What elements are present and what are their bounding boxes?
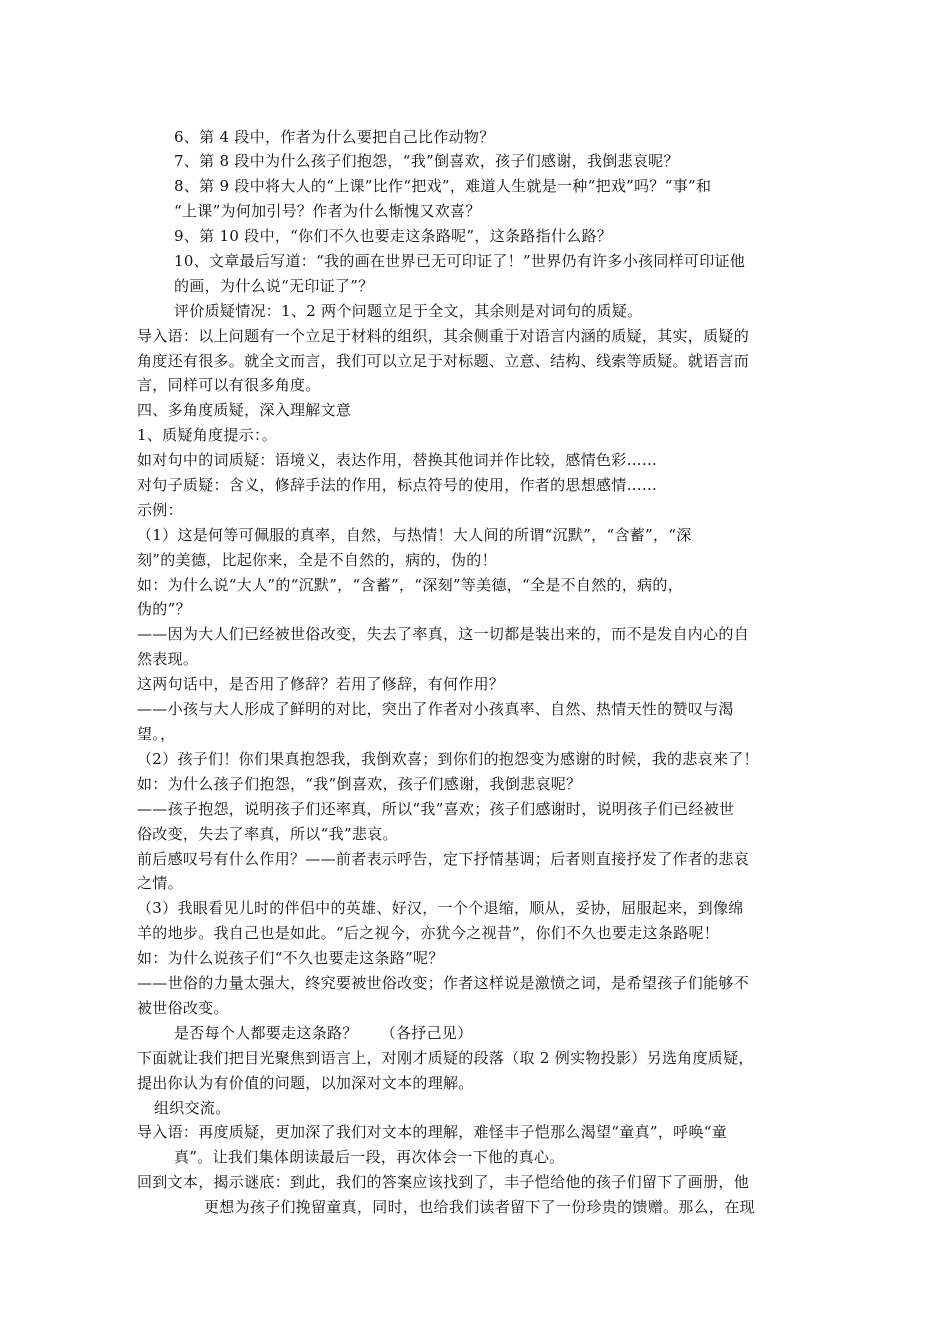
text-line: ——孩子抱怨，说明孩子们还率真，所以“我”喜欢；孩子们感谢时，说明孩子们已经被世	[137, 800, 735, 818]
text-line: 之情。	[137, 874, 183, 892]
text-line: “上课”为何加引号？作者为什么惭愧又欢喜？	[174, 202, 481, 220]
text-line: 8、第 9 段中将大人的“上课”比作“把戏”，难道人生就是一种“把戏”吗？“事”和	[174, 177, 712, 195]
text-line: 如：为什么孩子们抱怨，“我”倒喜欢，孩子们感谢，我倒悲哀呢？	[137, 775, 582, 793]
text-line: 导入语：以上问题有一个立足于材料的组织，其余侧重于对语言内涵的质疑，其实，质疑的	[137, 327, 750, 345]
text-line: （3）我眼看见儿时的伴侣中的英雄、好汉，一个个退缩，顺从，妥协，屈服起来，到像绵	[137, 899, 744, 917]
text-line: 9、第 10 段中，“你们不久也要走这条路呢”，这条路指什么路？	[174, 227, 613, 245]
text-line: 羊的地步。我自己也是如此。“后之视今，亦犹今之视昔”，你们不久也要走这条路呢！	[137, 924, 720, 942]
text-line: 评价质疑情况：1、2 两个问题立足于全文，其余则是对词句的质疑。	[174, 302, 643, 320]
text-line: ——因为大人们已经被世俗改变，失去了率真，这一切都是装出来的，而不是发自内心的自	[137, 625, 750, 643]
text-line: 6、第 4 段中，作者为什么要把自己比作动物？	[174, 128, 495, 146]
text-line: 真”。让我们集体朗读最后一段，再次体会一下他的真心。	[174, 1148, 565, 1166]
text-line: 被世俗改变。	[137, 999, 229, 1017]
text-line: （1）这是何等可佩服的真率，自然，与热情！大人间的所谓“沉默”，“含蓄”，“深	[137, 526, 692, 544]
text-line: 示例：	[137, 501, 183, 519]
text-line: 如：为什么说孩子们“不久也要走这条路”呢？	[137, 949, 444, 967]
text-line: （2）孩子们！你们果真抱怨我，我倒欢喜；到你们的抱怨变为感谢的时候，我的悲哀来了！	[137, 750, 759, 768]
text-line: 提出你认为有价值的问题，以加深对文本的理解。	[137, 1074, 474, 1092]
text-line: 如：为什么说“大人”的“沉默”，“含蓄”，“深刻”等美德，“全是不自然的，病的，	[137, 576, 684, 594]
text-line: 俗改变，失去了率真，所以“我”悲哀。	[137, 825, 398, 843]
text-line: 如对句中的词质疑：语境义，表达作用，替换其他词并作比较，感情色彩……	[137, 451, 658, 469]
text-line: 10、文章最后写道：“我的画在世界已无可印证了！”世界仍有许多小孩同样可印证他	[174, 252, 746, 270]
text-line: ——世俗的力量太强大，终究要被世俗改变；作者这样说是激愤之词，是希望孩子们能够不	[137, 974, 750, 992]
text-line: 刻”的美德，比起你来，全是不自然的，病的，伪的！	[137, 551, 497, 569]
text-line: 7、第 8 段中为什么孩子们抱怨，“我”倒喜欢，孩子们感谢，我倒悲哀呢？	[174, 152, 679, 170]
section-heading: 四、多角度质疑，深入理解文意	[137, 401, 352, 419]
text-line: ——小孩与大人形成了鲜明的对比，突出了作者对小孩真率、自然、热情天性的赞叹与渴	[137, 700, 734, 718]
text-line: 导入语：再度质疑，更加深了我们对文本的理解，难怪丰子恺那么渴望“童真”，呼唤“童	[137, 1123, 728, 1141]
text-line: 角度还有很多。就全文而言，我们可以立足于对标题、立意、结构、线索等质疑。就语言而	[137, 352, 750, 370]
text-line: 1、质疑角度提示：。	[137, 426, 278, 444]
text-line: 的画，为什么说“无印证了”？	[174, 277, 374, 295]
text-line: 是否每个人都要走这条路？ （各抒己见）	[174, 1024, 473, 1042]
text-line: 这两句话中，是否用了修辞？若用了修辞，有何作用？	[137, 675, 505, 693]
text-line: 伪的”？	[137, 600, 191, 618]
text-line: 望。，	[137, 725, 176, 743]
text-line: 然表现。	[137, 650, 199, 668]
text-line: 回到文本，揭示谜底：到此，我们的答案应该找到了，丰子恺给他的孩子们留下了画册，他	[137, 1173, 750, 1191]
text-line: 对句子质疑：含义，修辞手法的作用，标点符号的使用，作者的思想感情……	[137, 476, 658, 494]
text-line: 组织交流。	[154, 1099, 231, 1117]
text-line: 下面就让我们把目光聚焦到语言上，对刚才质疑的段落（取 2 例实物投影）另选角度质疑，	[137, 1049, 754, 1067]
text-line: 言，同样可以有很多角度。	[137, 376, 321, 394]
text-line: 更想为孩子们挽留童真，同时，也给我们读者留下了一份珍贵的馈赠。那么，在现	[204, 1198, 755, 1216]
text-line: 前后感叹号有什么作用？——前者表示呼告，定下抒情基调；后者则直接抒发了作者的悲哀	[137, 850, 750, 868]
